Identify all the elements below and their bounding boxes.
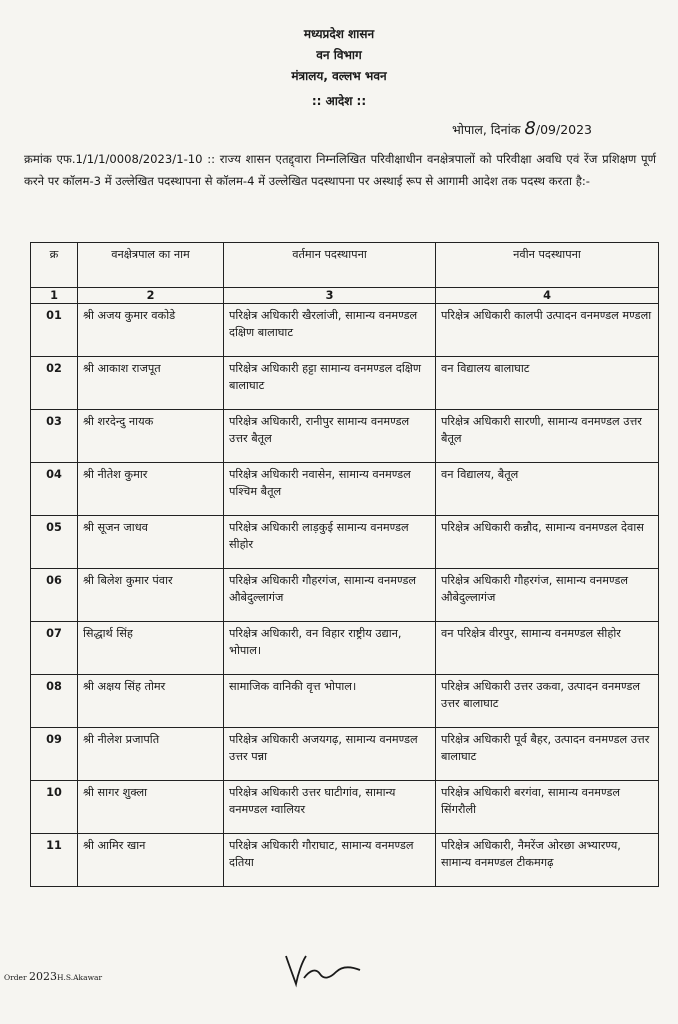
row-new-posting: वन विद्यालय बालाघाट [436,357,659,410]
col-header-current-posting: वर्तमान पदस्थापना [224,243,436,288]
footer-year: 2023 [28,970,57,983]
row-current-posting: परिक्षेत्र अधिकारी खैरलांजी, सामान्य वनमण्डल दक्षिण बालाघाट [224,304,436,357]
col-number: 4 [436,288,659,304]
govt-name: मध्यप्रदेश शासन [303,27,375,41]
signature-mark [280,948,370,990]
col-header-sno: क्र [31,243,78,288]
row-current-posting: परिक्षेत्र अधिकारी, वन विहार राष्ट्रीय उद्यान, भोपाल। [224,622,436,675]
posting-table [30,242,659,887]
table-row [31,463,659,516]
ministry-address: मंत्रालय, वल्लभ भवन [291,69,387,83]
row-officer-name: श्री सागर शुक्ला [78,781,224,834]
row-new-posting: परिक्षेत्र अधिकारी बरगंवा, सामान्य वनमण्डल सिंगरौली [436,781,659,834]
row-officer-name: श्री अक्षय सिंह तोमर [78,675,224,728]
table-row [31,357,659,410]
row-sno: 01 [31,304,78,357]
table-row [31,781,659,834]
row-sno: 09 [31,728,78,781]
row-sno: 08 [31,675,78,728]
col-number: 1 [31,288,78,304]
row-new-posting: परिक्षेत्र अधिकारी पूर्व बैहर, उत्पादन वनमण्डल उत्तर बालाघाट [436,728,659,781]
table-row [31,516,659,569]
row-current-posting: परिक्षेत्र अधिकारी अजयगढ़, सामान्य वनमण्डल उत्तर पन्ना [224,728,436,781]
row-officer-name: श्री आमिर खान [78,834,224,887]
table-row [31,834,659,887]
date-day: 8 [524,118,536,139]
row-officer-name: श्री अजय कुमार वकोडे [78,304,224,357]
row-sno: 06 [31,569,78,622]
row-new-posting: वन विद्यालय, बैतूल [436,463,659,516]
row-officer-name: श्री शरदेन्दु नायक [78,410,224,463]
row-new-posting: परिक्षेत्र अधिकारी कन्नौद, सामान्य वनमण्डल देवास [436,516,659,569]
row-current-posting: सामाजिक वानिकी वृत्त भोपाल। [224,675,436,728]
row-sno: 10 [31,781,78,834]
date-rest: /09/2023 [535,122,593,137]
row-officer-name: श्री बिलेश कुमार पंवार [78,569,224,622]
order-title: :: आदेश :: [311,94,367,108]
order-date [452,118,592,139]
row-new-posting: परिक्षेत्र अधिकारी गौहरगंज, सामान्य वनमण्डल औबेदुल्लागंज [436,569,659,622]
row-current-posting: परिक्षेत्र अधिकारी उत्तर घाटीगांव, सामान्य वनमण्डल ग्वालियर [224,781,436,834]
department-name: वन विभाग [316,48,362,62]
row-new-posting: वन परिक्षेत्र वीरपुर, सामान्य वनमण्डल सीहोर [436,622,659,675]
row-officer-name: श्री नीलेश प्रजापति [78,728,224,781]
table-body [31,288,659,887]
row-current-posting: परिक्षेत्र अधिकारी नवासेन, सामान्य वनमण्डल पश्चिम बैतूल [224,463,436,516]
row-new-posting: परिक्षेत्र अधिकारी कालपी उत्पादन वनमण्डल मण्डला [436,304,659,357]
table-row [31,675,659,728]
footer-suffix: H.S.Akawar [56,973,103,982]
footer-prefix: Order [4,973,27,982]
table-row [31,569,659,622]
row-current-posting: परिक्षेत्र अधिकारी लाड़कुई सामान्य वनमण्डल सीहोर [224,516,436,569]
col-header-name: वनक्षेत्रपाल का नाम [78,243,224,288]
row-sno: 03 [31,410,78,463]
row-current-posting: परिक्षेत्र अधिकारी हट्टा सामान्य वनमण्डल दक्षिण बालाघाट [224,357,436,410]
table-row [31,410,659,463]
row-current-posting: परिक्षेत्र अधिकारी, रानीपुर सामान्य वनमण्डल उत्तर बैतूल [224,410,436,463]
row-officer-name: श्री नीतेश कुमार [78,463,224,516]
row-current-posting: परिक्षेत्र अधिकारी गौहरगंज, सामान्य वनमण्डल औबेदुल्लागंज [224,569,436,622]
column-number-row [31,288,659,304]
row-officer-name: श्री आकाश राजपूत [78,357,224,410]
order-intro-paragraph: क्रमांक एफ.1/1/1/0008/2023/1-10 :: राज्य शासन एतद्द्वारा निम्नलिखित परिवीक्षाधीन वनक्षेत्रपालों को परिवीक्षा अवधि एवं रेंज प्रशिक्षण पूर्ण करने पर कॉलम-3 में उल्लेखित पदस्थापना से कॉलम-4 में उल्लेखित पदस्थापना पर अस्थाई रूप से आगामी आदेश तक पदस्थ करता है:- [24,152,656,188]
table-row [31,728,659,781]
table-row [31,304,659,357]
row-new-posting: परिक्षेत्र अधिकारी, नैमरेंज ओरछा अभ्यारण्य, सामान्य वनमण्डल टीकमगढ़ [436,834,659,887]
row-sno: 04 [31,463,78,516]
row-officer-name: सिद्धार्थ सिंह [78,622,224,675]
col-header-new-posting: नवीन पदस्थापना [436,243,659,288]
row-current-posting: परिक्षेत्र अधिकारी गौराघाट, सामान्य वनमण्डल दतिया [224,834,436,887]
row-new-posting: परिक्षेत्र अधिकारी उत्तर उकवा, उत्पादन वनमण्डल उत्तर बालाघाट [436,675,659,728]
letterhead [0,24,678,87]
table-header-row [31,243,659,288]
row-sno: 11 [31,834,78,887]
col-number: 3 [224,288,436,304]
date-prefix: भोपाल, दिनांक [452,122,521,137]
row-sno: 07 [31,622,78,675]
row-sno: 02 [31,357,78,410]
table-row [31,622,659,675]
col-number: 2 [78,288,224,304]
row-new-posting: परिक्षेत्र अधिकारी सारणी, सामान्य वनमण्डल उत्तर बैतूल [436,410,659,463]
footer-note [4,970,102,983]
row-sno: 05 [31,516,78,569]
row-officer-name: श्री सूजन जाधव [78,516,224,569]
